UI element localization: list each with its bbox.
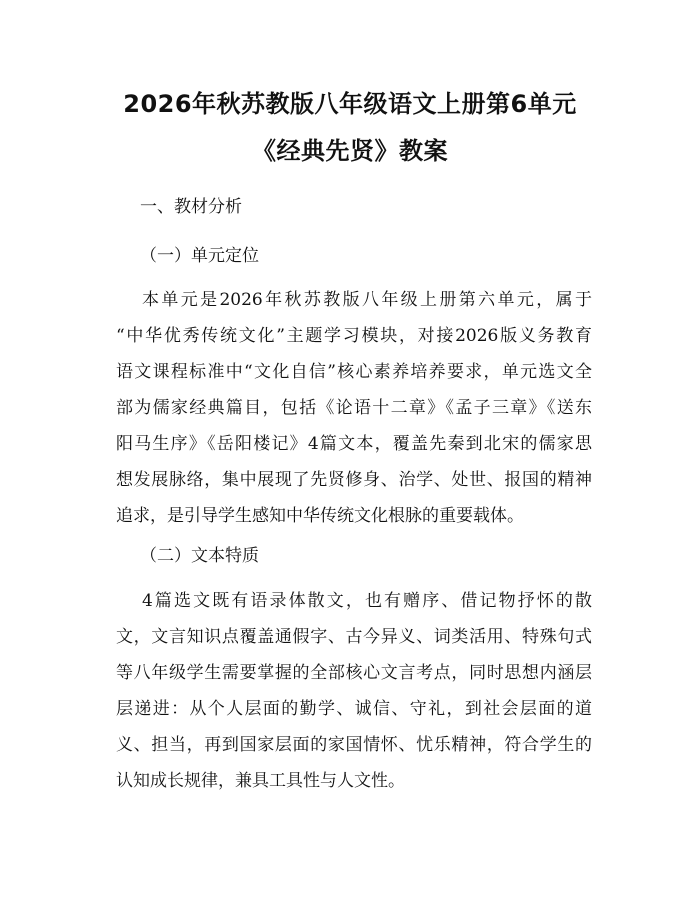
subsection-heading-unit-positioning: （一）单元定位 <box>140 246 259 266</box>
paragraph-line: 阳马生序》《岳阳楼记》4篇文本，覆盖先秦到北宋的儒家思 <box>116 434 592 454</box>
paragraph-line: 本单元是2026年秋苏教版八年级上册第六单元，属于 <box>142 290 592 310</box>
paragraph-line: 文，文言知识点覆盖通假字、古今异义、词类活用、特殊句式 <box>116 627 592 647</box>
document-title-line-1: 2026年秋苏教版八年级语文上册第6单元 <box>123 90 577 118</box>
paragraph-line: 4篇选文既有语录体散文，也有赠序、借记物抒怀的散 <box>142 591 592 611</box>
paragraph-line: 等八年级学生需要掌握的全部核心文言考点，同时思想内涵层 <box>116 663 592 683</box>
paragraph-line: “中华优秀传统文化”主题学习模块，对接2026版义务教育 <box>116 326 592 346</box>
paragraph-text-features <box>116 583 592 799</box>
paragraph-line: 层递进：从个人层面的勤学、诚信、守礼，到社会层面的道 <box>116 699 592 719</box>
paragraph-line: 认知成长规律，兼具工具性与人文性。 <box>116 771 405 791</box>
paragraph-line: 追求，是引导学生感知中华传统文化根脉的重要载体。 <box>116 506 524 526</box>
subsection-heading-text-features: （二）文本特质 <box>140 546 259 566</box>
paragraph-line: 想发展脉络，集中展现了先贤修身、治学、处世、报国的精神 <box>116 470 592 490</box>
section-heading-textbook-analysis: 一、教材分析 <box>140 197 242 217</box>
paragraph-line: 部为儒家经典篇目，包括《论语十二章》《孟子三章》《送东 <box>116 398 592 418</box>
paragraph-line: 义、担当，再到国家层面的家国情怀、忧乐精神，符合学生的 <box>116 735 592 755</box>
paragraph-unit-positioning <box>116 282 592 534</box>
paragraph-line: 语文课程标准中“文化自信”核心素养培养要求，单元选文全 <box>116 362 592 382</box>
document-title-line-2: 《经典先贤》教案 <box>252 137 448 165</box>
